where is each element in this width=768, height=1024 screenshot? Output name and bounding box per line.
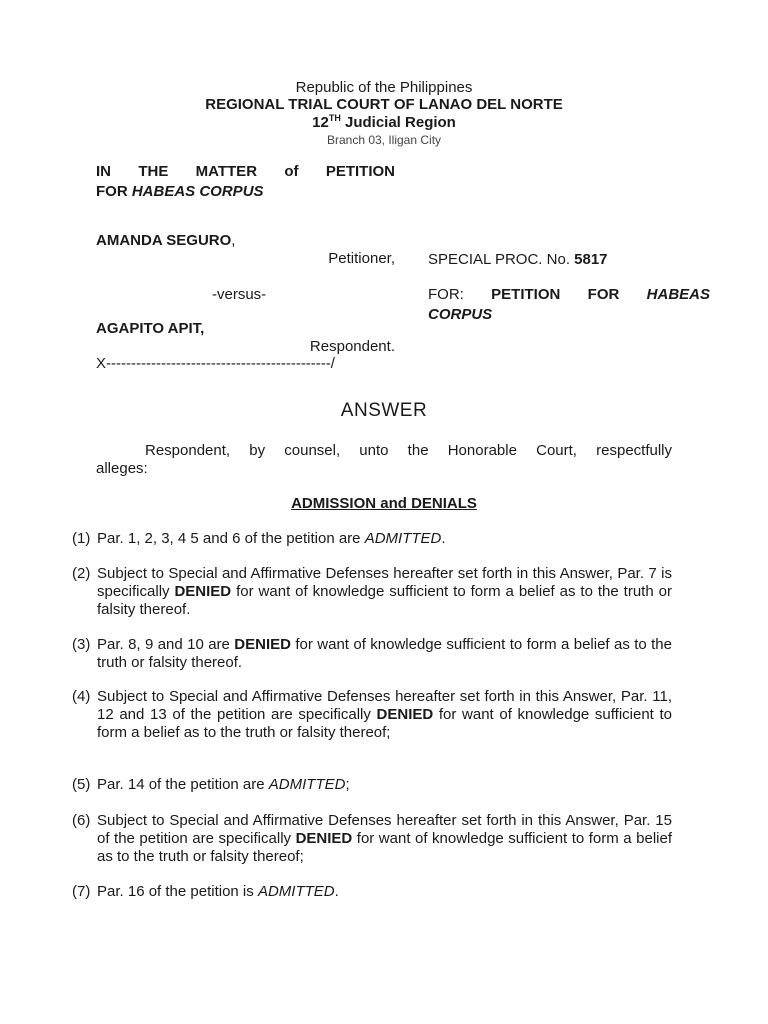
court-name: REGIONAL TRIAL COURT OF LANAO DEL NORTE — [205, 96, 563, 113]
document-title: ANSWER — [340, 400, 428, 421]
intro-line-1: Respondent, by counsel, unto the Honorable Court, respectfully — [145, 442, 672, 459]
for-line-1: FOR: PETITION FOR HABEAS — [428, 286, 711, 303]
caption-closing-line: X---------------------------------------------/ — [96, 355, 335, 372]
petitioner-name: AMANDA SEGURO, — [96, 232, 236, 249]
republic-line: Republic of the Philippines — [295, 79, 473, 96]
for-line-2: CORPUS — [428, 306, 493, 323]
intro-line-2: alleges: — [96, 460, 148, 477]
branch-line: Branch 03, Iligan City — [326, 133, 442, 147]
versus-line: -versus- — [212, 286, 267, 303]
judicial-region: 12TH Judicial Region — [312, 113, 456, 131]
respondent-label: Respondent. — [309, 338, 395, 355]
list-item: (4) Subject to Special and Affirmative Defenses hereafter set forth in this Answer, Par. 11, 12 and 13 of the petition are specifically DENIED for want of knowledge sufficient to form a belief as to the truth or falsity thereof; — [72, 688, 672, 741]
list-item: (3) Par. 8, 9 and 10 are DENIED for want of knowledge sufficient to form a belief as to the truth or falsity thereof. — [72, 636, 672, 671]
respondent-name: AGAPITO APIT, — [96, 320, 205, 337]
list-item: (1) Par. 1, 2, 3, 4 5 and 6 of the petition are ADMITTED. — [72, 530, 446, 547]
list-item: (5) Par. 14 of the petition are ADMITTED; — [72, 776, 350, 793]
list-item: (7) Par. 16 of the petition is ADMITTED. — [72, 883, 339, 900]
petitioner-label: Petitioner, — [328, 250, 395, 267]
list-item: (6) Subject to Special and Affirmative Defenses hereafter set forth in this Answer, Par. 15 of the petition are specifically DENIED for want of knowledge sufficient to form a belief as to the truth or falsity thereof; — [72, 812, 673, 865]
section-heading: ADMISSION and DENIALS — [291, 495, 477, 512]
case-number-line: SPECIAL PROC. No. 5817 — [428, 251, 608, 268]
list-item: (2) Subject to Special and Affirmative Defenses hereafter set forth in this Answer, Par. 7 is specifically DENIED for want of knowledge sufficient to form a belief as to the truth or falsity thereof. — [72, 565, 672, 618]
matter-line-2: FOR HABEAS CORPUS — [96, 183, 264, 200]
matter-line-1: IN THE MATTER of PETITION — [96, 163, 395, 180]
